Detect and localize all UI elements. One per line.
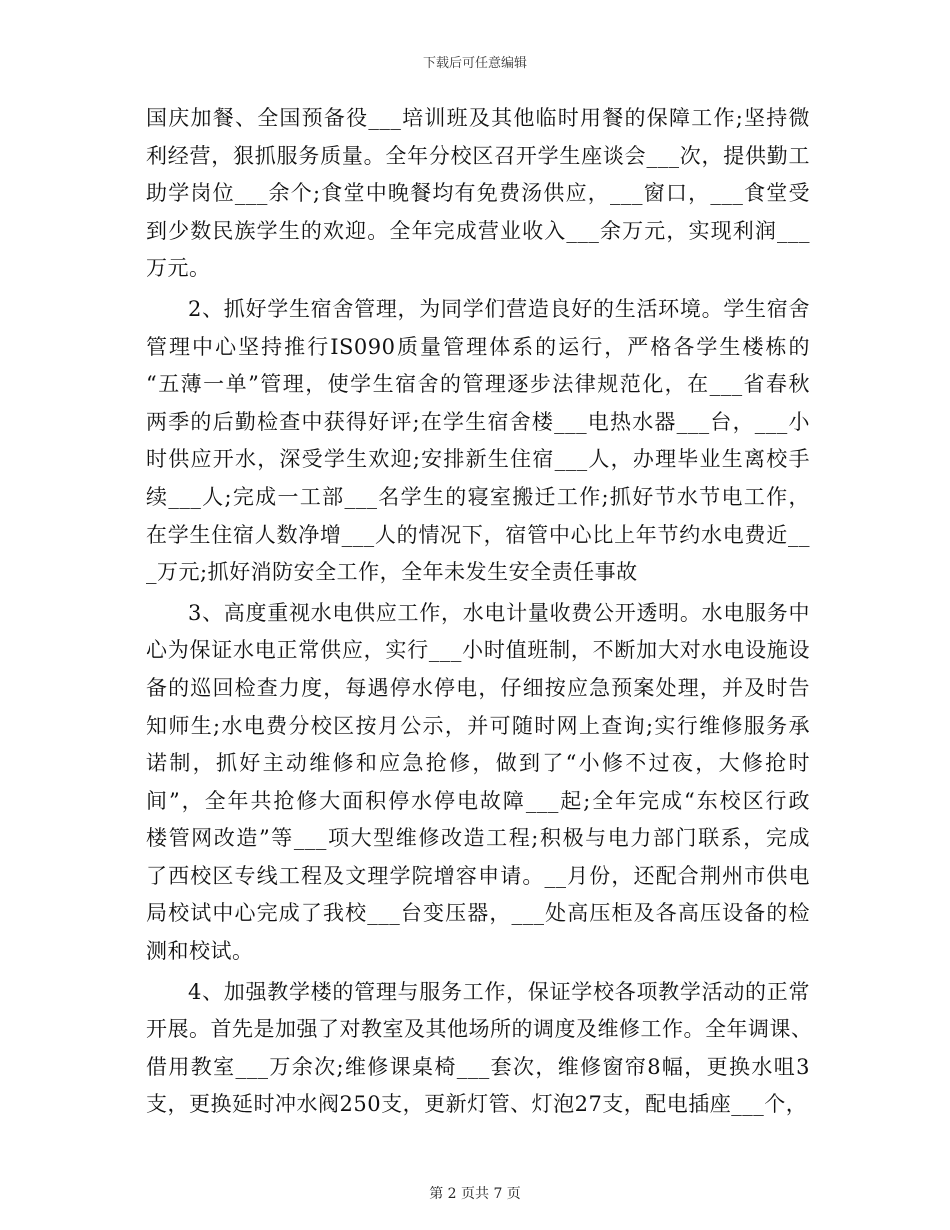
- text-line: 3、高度重视水电供应工作，水电计量收费公开透明。水电服务中: [188, 600, 810, 625]
- page-footer: 第 2 页共 7 页: [429, 1186, 521, 1202]
- text-line: 间”，全年共抢修大面积停水停电故障___起;全年完成“东校区行政: [146, 788, 810, 813]
- text-line: 到少数民族学生的欢迎。全年完成营业收入___余万元，实现利润___: [146, 218, 810, 243]
- text-line: 局校试中心完成了我校___台变压器，___处高压柜及各高压设备的检: [146, 901, 810, 926]
- text-line: 时供应开水，深受学生欢迎;安排新生住宿___人，办理毕业生离校手: [146, 447, 810, 472]
- text-line: 知师生;水电费分校区按月公示，并可随时网上查询;实行维修服务承: [146, 713, 810, 738]
- page-header: 下载后可任意编辑: [422, 56, 527, 71]
- text-line: 万元。: [146, 256, 211, 281]
- paragraph-3: [146, 595, 810, 971]
- text-line: 测和校试。: [146, 939, 254, 964]
- text-line: 诺制，抓好主动维修和应急抢修，做到了“小修不过夜，大修抢时: [146, 751, 810, 776]
- text-line: 在学生住宿人数净增___人的情况下，宿管中心比上年节约水电费近__: [146, 522, 810, 547]
- document-body: [146, 100, 813, 1124]
- text-line: 利经营，狠抓服务质量。全年分校区召开学生座谈会___次，提供勤工: [146, 143, 810, 168]
- text-line: 开展。首先是加强了对教室及其他场所的调度及维修工作。全年调课、: [146, 1017, 813, 1042]
- text-line: 2、抓好学生宿舍管理，为同学们营造良好的生活环境。学生宿舍: [188, 296, 810, 321]
- text-line: 楼管网改造”等___项大型维修改造工程;积极与电力部门联系，完成: [146, 826, 810, 851]
- text-line: “五薄一单”管理，使学生宿舍的管理逐步法律规范化，在___省春秋: [146, 372, 810, 397]
- text-line: 备的巡回检查力度，每遇停水停电，仔细按应急预案处理，并及时告: [146, 675, 810, 700]
- text-line: 借用教室___万余次;维修课桌椅___套次，维修窗帘8幅，更换水咀3: [146, 1054, 810, 1079]
- paragraph-2: [146, 291, 810, 592]
- paragraph-1: [146, 100, 810, 288]
- text-line: _万元;抓好消防安全工作，全年未发生安全责任事故: [146, 560, 638, 585]
- text-line: 两季的后勤检查中获得好评;在学生宿舍楼___电热水器___台，___小: [146, 409, 810, 434]
- text-line: 续___人;完成一工部___名学生的寝室搬迁工作;抓好节水节电工作，: [146, 484, 810, 509]
- text-line: 心为保证水电正常供应，实行___小时值班制，不断加大对水电设施设: [146, 638, 810, 663]
- text-line: 4、加强教学楼的管理与服务工作，保证学校各项教学活动的正常: [188, 979, 810, 1004]
- text-line: 支，更换延时冲水阀250支，更新灯管、灯泡27支，配电插座___个，: [146, 1092, 808, 1117]
- text-line: 助学岗位___余个;食堂中晚餐均有免费汤供应，___窗口，___食堂受: [146, 181, 810, 206]
- text-line: 国庆加餐、全国预备役___培训班及其他临时用餐的保障工作;坚持微: [146, 106, 810, 130]
- text-line: 管理中心坚持推行IS090质量管理体系的运行，严格各学生楼栋的: [146, 334, 810, 359]
- paragraph-4: [146, 974, 813, 1124]
- text-line: 了西校区专线工程及文理学院增容申请。__月份，还配合荆州市供电: [146, 863, 810, 888]
